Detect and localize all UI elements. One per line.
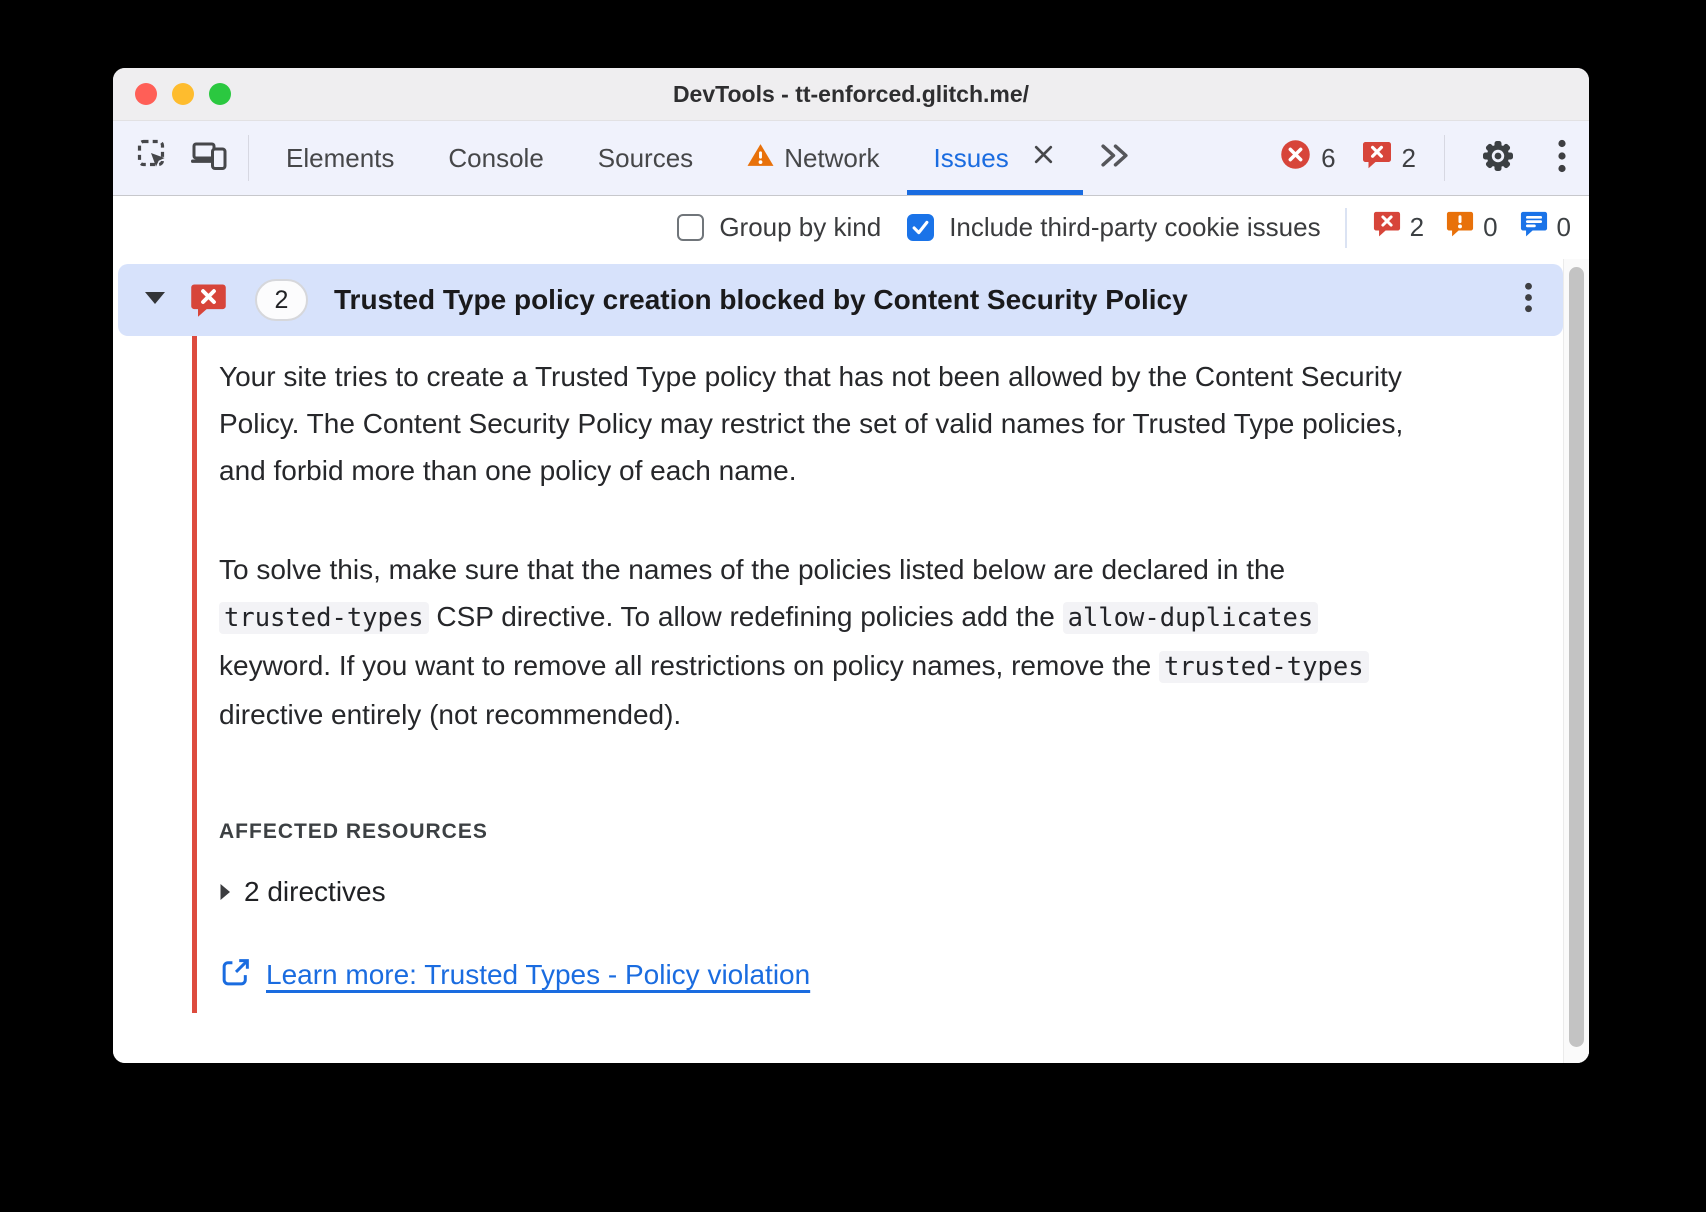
kebab-icon xyxy=(1557,138,1567,179)
tab-network[interactable] xyxy=(720,121,906,195)
triangle-down-icon xyxy=(144,291,166,310)
issue-menu-button[interactable] xyxy=(1520,281,1537,319)
issue-bubble-error-icon xyxy=(1373,210,1401,245)
issue-bubble-warning-icon xyxy=(1446,210,1474,245)
close-window-button[interactable] xyxy=(135,83,157,105)
error-count: 6 xyxy=(1321,142,1336,173)
status-badges xyxy=(1280,121,1575,195)
tab-console[interactable] xyxy=(421,121,570,195)
text-segment: directive entirely (not recommended). xyxy=(219,699,682,730)
triangle-right-icon xyxy=(219,876,231,908)
improvements-count: 0 xyxy=(1556,212,1571,242)
improvements-badge xyxy=(1520,210,1571,245)
window-title: DevTools - tt-enforced.glitch.me/ xyxy=(672,80,1030,107)
tab-label: Console xyxy=(448,142,544,173)
more-tabs-button[interactable] xyxy=(1083,121,1146,195)
page-errors-count: 2 xyxy=(1409,212,1425,242)
filter-bar-divider xyxy=(1345,208,1347,248)
devtools-toolbar xyxy=(113,121,1589,196)
titlebar xyxy=(113,68,1589,121)
issue-bubble-info-icon xyxy=(1520,210,1548,245)
group-by-kind-control xyxy=(677,212,881,243)
code-trusted-types: trusted-types xyxy=(1159,651,1369,683)
issues-count: 2 xyxy=(1401,142,1416,173)
inspect-element-button[interactable] xyxy=(127,121,181,195)
kebab-icon xyxy=(1524,281,1533,319)
gear-icon xyxy=(1479,137,1517,180)
affected-resources-heading: AFFECTED RESOURCES xyxy=(219,820,488,843)
scrollbar[interactable] xyxy=(1563,259,1589,1063)
text-segment: keyword. If you want to remove all restrictions on policy names, remove the xyxy=(219,650,1159,681)
page-errors-badge xyxy=(1373,210,1424,245)
device-toolbar-icon xyxy=(191,140,228,177)
scrollbar-thumb[interactable] xyxy=(1569,267,1584,1047)
error-circle-icon xyxy=(1280,139,1311,177)
breaking-changes-count: 0 xyxy=(1483,212,1498,242)
tab-label: Network xyxy=(784,142,880,173)
issues-count-badge[interactable] xyxy=(1362,140,1416,177)
close-icon xyxy=(1031,142,1056,174)
issue-description-paragraph: Your site tries to create a Trusted Type policy that has not been allowed by the Content Security Policy. The Content Security Policy may restrict the set of valid names for Trusted Type policies, and forbid more than one policy of each name. xyxy=(219,361,1404,486)
third-party-control xyxy=(907,212,1320,243)
issue-title: Trusted Type policy creation blocked by Content Security Policy xyxy=(334,284,1188,315)
learn-more-link[interactable]: Learn more: Trusted Types - Policy violation xyxy=(266,959,811,990)
main-menu-button[interactable] xyxy=(1549,138,1575,179)
inspect-icon xyxy=(137,139,171,178)
warning-triangle-icon xyxy=(747,143,774,174)
issues-filter-bar xyxy=(113,196,1589,259)
toolbar-divider xyxy=(248,135,249,181)
tab-label: Sources xyxy=(597,142,694,173)
minimize-window-button[interactable] xyxy=(172,83,194,105)
tab-label: Elements xyxy=(286,142,395,173)
issues-panel xyxy=(113,259,1589,1063)
directives-label: 2 directives xyxy=(244,876,386,907)
code-allow-duplicates: allow-duplicates xyxy=(1063,602,1319,634)
settings-button[interactable] xyxy=(1473,137,1523,180)
external-link-icon xyxy=(219,956,252,994)
tab-issues[interactable] xyxy=(907,121,1083,195)
zoom-window-button[interactable] xyxy=(209,83,231,105)
group-by-kind-label: Group by kind xyxy=(719,212,882,242)
third-party-checkbox[interactable] xyxy=(907,214,934,241)
issues-tab-close-button[interactable] xyxy=(1031,142,1056,174)
tab-label: Issues xyxy=(933,142,1009,173)
error-count-badge[interactable] xyxy=(1280,139,1335,177)
tab-sources[interactable] xyxy=(571,121,720,195)
issue-header[interactable] xyxy=(118,264,1563,336)
directives-row[interactable] xyxy=(219,876,1529,908)
issue-count-pill: 2 xyxy=(255,279,308,321)
issue-bubble-error-icon xyxy=(1362,140,1392,177)
chevron-double-right-icon xyxy=(1099,143,1130,173)
learn-more-row xyxy=(219,956,810,994)
group-by-kind-checkbox[interactable] xyxy=(677,214,704,241)
tab-elements[interactable] xyxy=(259,121,421,195)
issue-solution-paragraph xyxy=(219,546,1404,738)
third-party-label: Include third-party cookie issues xyxy=(949,212,1321,242)
code-trusted-types: trusted-types xyxy=(219,602,429,634)
text-segment: To solve this, make sure that the names of the policies listed below are declared in the xyxy=(219,554,1286,585)
severity-line xyxy=(192,336,197,1013)
issue-expand-toggle[interactable] xyxy=(144,291,166,310)
breaking-changes-badge xyxy=(1446,210,1497,245)
issue-bubble-error-icon xyxy=(190,282,227,319)
device-toolbar-button[interactable] xyxy=(181,121,238,195)
toolbar-divider xyxy=(1444,135,1445,181)
text-segment: CSP directive. To allow redefining policies add the xyxy=(428,601,1063,632)
issue-body xyxy=(113,336,1589,994)
devtools-window xyxy=(113,68,1589,1063)
traffic-lights xyxy=(135,68,231,120)
